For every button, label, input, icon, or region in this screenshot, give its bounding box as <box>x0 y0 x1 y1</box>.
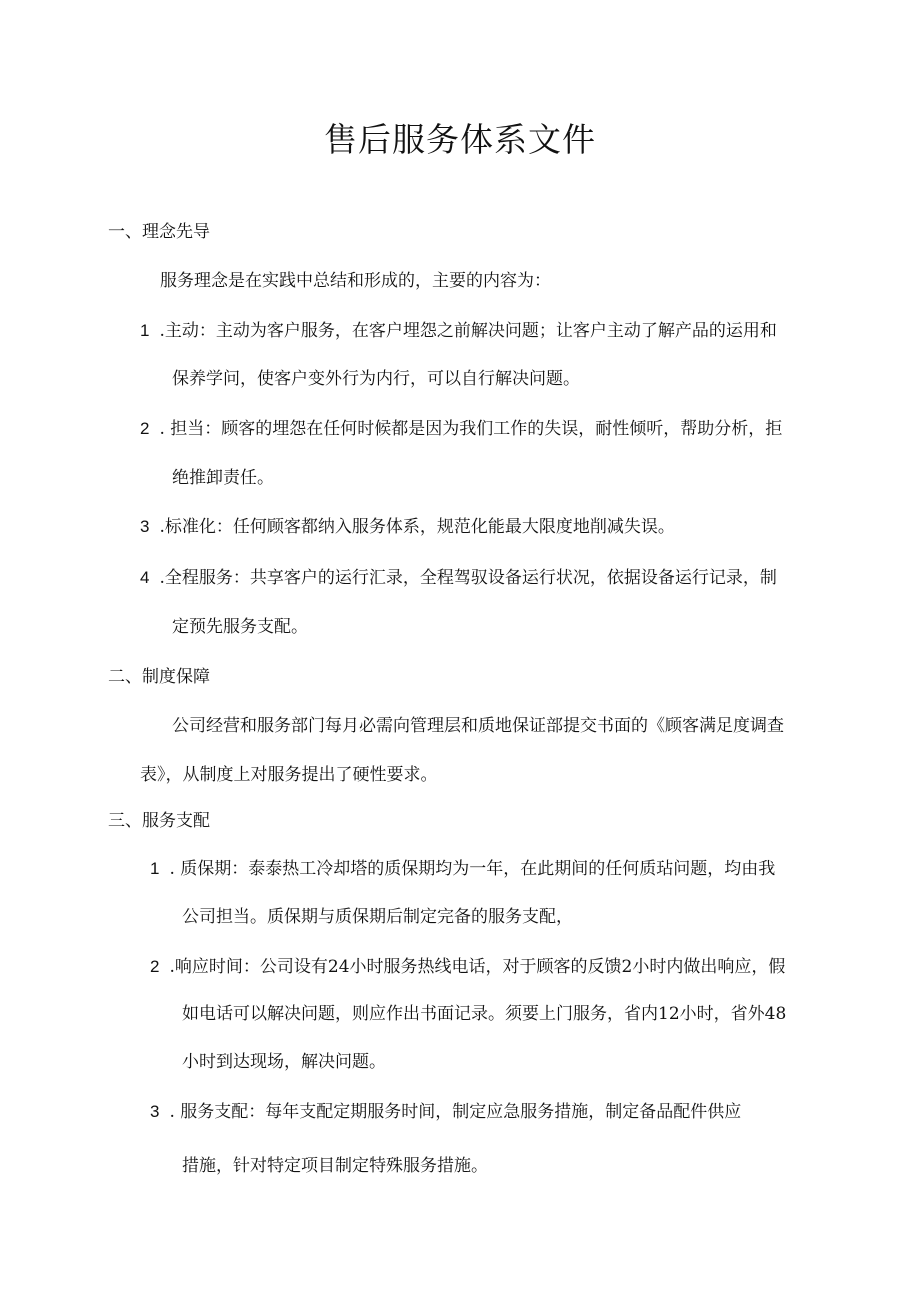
list-item-number: 1 <box>140 321 150 340</box>
list-item-text: . 担当：顾客的埋怨在任何时候都是因为我们工作的失误，耐性倾听，帮助分析，拒 <box>159 419 783 439</box>
list-item-continuation: 措施，针对特定项目制定特殊服务措施。 <box>182 1156 488 1176</box>
list-item-continuation: 绝推卸责任。 <box>172 468 274 488</box>
list-item <box>140 567 777 589</box>
list-item-text: . 服务支配：每年支配定期服务时间，制定应急服务措施，制定备品配件供应 <box>169 1102 742 1122</box>
list-item <box>140 320 777 342</box>
list-item-continuation: 如电话可以解决问题，则应作出书面记录。须要上门服务，省内12小时，省外48 <box>182 1004 787 1024</box>
list-item <box>140 418 782 440</box>
list-item-text: .响应时间：公司设有24小时服务热线电话，对于顾客的反馈2小时内做出响应，假 <box>169 957 786 977</box>
list-item-continuation: 保养学问，使客户变外行为内行，可以自行解决问题。 <box>172 369 580 389</box>
section-heading-1: 一、理念先导 <box>108 222 210 242</box>
list-item-number: 3 <box>140 517 150 536</box>
list-item-text: .全程服务：共享客户的运行汇录，全程驾驭设备运行状况，依据设备运行记录，制 <box>159 568 777 588</box>
list-item <box>150 956 785 978</box>
list-item-continuation: 定预先服务支配。 <box>172 617 308 637</box>
list-item-number: 2 <box>150 957 160 976</box>
section-heading-2: 二、制度保障 <box>108 667 210 687</box>
section-1-intro: 服务理念是在实践中总结和形成的，主要的内容为： <box>160 271 551 291</box>
list-item <box>150 1101 741 1123</box>
list-item-continuation: 公司担当。质保期与质保期后制定完备的服务支配， <box>182 907 573 927</box>
list-item-text: . 质保期：泰泰热工冷却塔的质保期均为一年，在此期间的任何质玷问题，均由我 <box>169 859 776 879</box>
list-item-number: 1 <box>150 859 160 878</box>
document-title: 售后服务体系文件 <box>324 120 596 159</box>
list-item-text: .主动：主动为客户服务，在客户埋怨之前解决问题；让客户主动了解产品的运用和 <box>159 321 777 341</box>
list-item-number: 3 <box>150 1102 160 1121</box>
list-item-continuation: 小时到达现场，解决问题。 <box>182 1052 386 1072</box>
list-item-number: 4 <box>140 568 150 587</box>
list-item <box>150 858 775 880</box>
section-2-paragraph-continuation: 表》，从制度上对服务提出了硬性要求。 <box>140 765 438 785</box>
list-item <box>140 516 675 538</box>
list-item-number: 2 <box>140 419 150 438</box>
list-item-text: .标准化：任何顾客都纳入服务体系，规范化能最大限度地削减失误。 <box>159 517 675 537</box>
section-2-paragraph: 公司经营和服务部门每月必需向管理层和质地保证部提交书面的《顾客满足度调查 <box>172 716 784 736</box>
section-heading-3: 三、服务支配 <box>108 811 210 831</box>
